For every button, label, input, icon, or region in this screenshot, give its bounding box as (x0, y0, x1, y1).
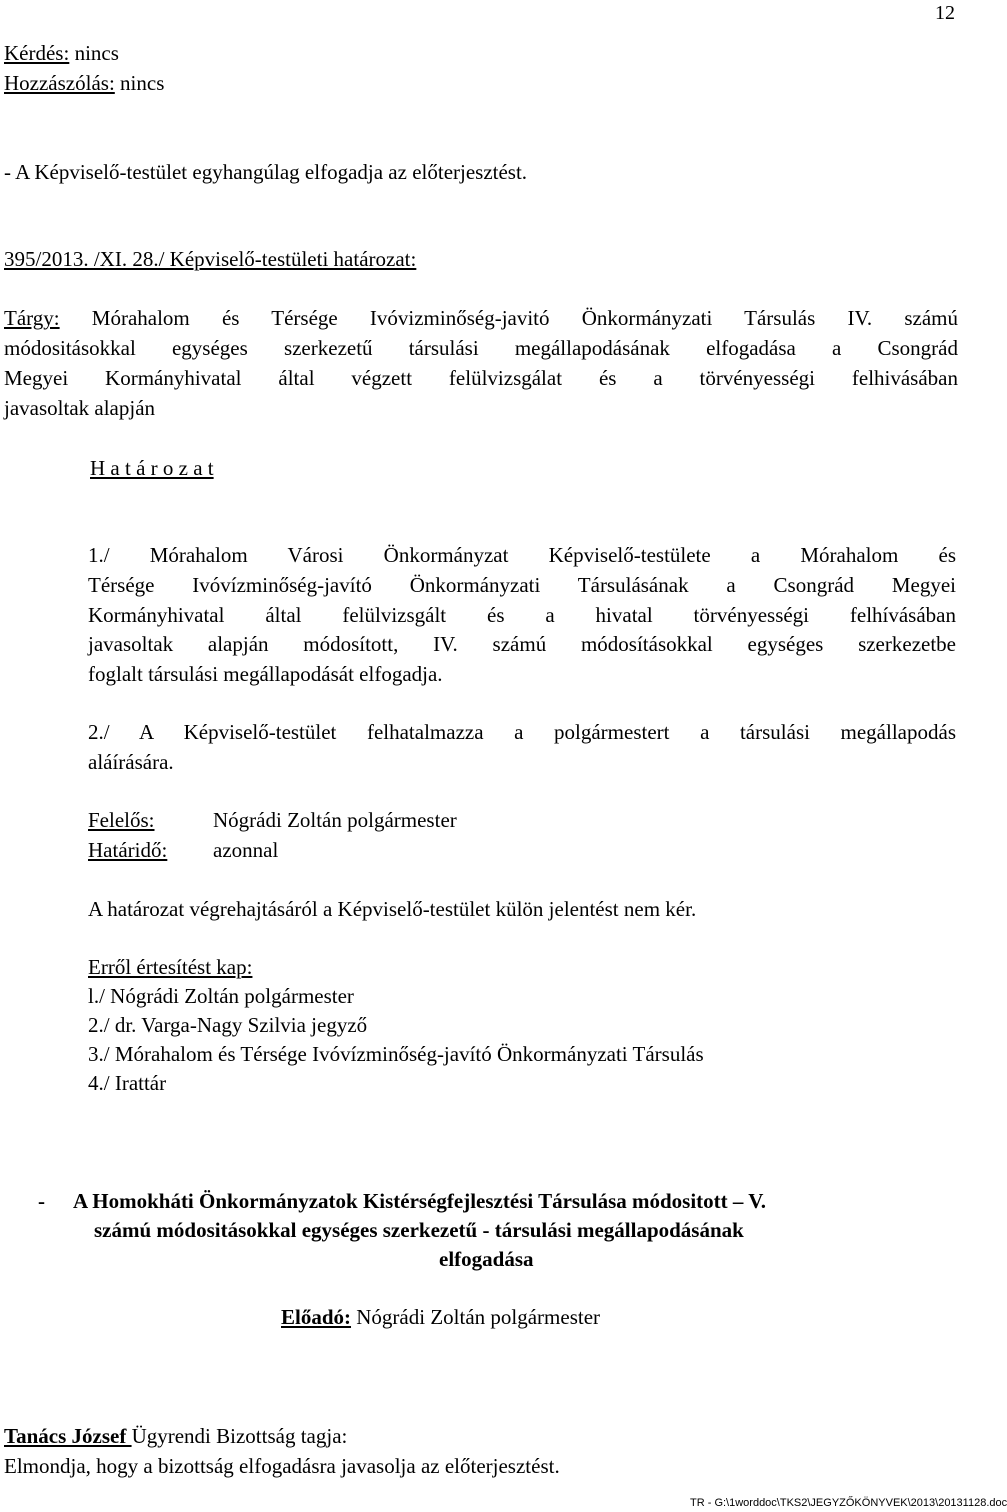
presenter-value: Nógrádi Zoltán polgármester (351, 1305, 601, 1329)
resolution-number: 395/2013. /XI. 28./ Képviselő-testületi határozat: (4, 247, 417, 271)
notify-item: 3./ Mórahalom és Térsége Ivóvízminőség-javító Önkormányzati Társulás (88, 1042, 704, 1066)
presenter-label: Előadó: (281, 1305, 352, 1329)
subject-label: Tárgy: (4, 306, 60, 330)
speaker-line (4, 1424, 347, 1449)
subject-line-1 (4, 306, 958, 331)
agenda-dash: - (38, 1189, 45, 1213)
report-line: A határozat végrehajtásáról a Képviselő-testület külön jelentést nem kér. (88, 897, 697, 921)
page-number: 12 (935, 2, 955, 24)
subject-line-4: javasoltak alapján (4, 396, 156, 420)
deadline-label: Határidő: (88, 838, 168, 862)
point2-line-1: 2./ A Képviselő-testület felhatalmazza a polgármestert a társulási megállapodás (88, 720, 956, 744)
notify-item: 4./ Irattár (88, 1071, 167, 1095)
point1-line-4: javasoltak alapján módosított, IV. számú módosításokkal egységes szerkezetbe (88, 632, 956, 656)
point2-line-2: aláírására. (88, 750, 174, 774)
resolution-heading: H a t á r o z a t (90, 456, 214, 480)
speaker-text: Elmondja, hogy a bizottság elfogadásra javasolja az előterjesztést. (4, 1454, 560, 1478)
speaker-role: Ügyrendi Bizottság tagja: (131, 1424, 348, 1448)
agenda-title-line-1: A Homokháti Önkormányzatok Kistérségfejlesztési Társulása módositott – V. (73, 1189, 766, 1213)
speaker-name: Tanács József (4, 1424, 132, 1448)
question-line (4, 41, 119, 66)
point1-line-3: Kormányhivatal által felülvizsgált és a hivatal törvényességi felhívásában (88, 603, 956, 627)
notify-item: l./ Nógrádi Zoltán polgármester (88, 984, 354, 1008)
vote-line: - A Képviselő-testület egyhangúlag elfogadja az előterjesztést. (4, 160, 528, 184)
question-label: Kérdés: (4, 41, 70, 65)
responsible-value: Nógrádi Zoltán polgármester (213, 808, 457, 832)
presenter-line (281, 1305, 600, 1330)
comment-line (4, 71, 164, 96)
footer-path: TR - G:\1worddoc\TKS2\JEGYZŐKÖNYVEK\2013\20131128.doc (690, 1497, 1007, 1509)
subject-line-2: módositásokkal egységes szerkezetű társulási megállapodásának elfogadása a Csongrád (4, 336, 958, 360)
notify-item: 2./ dr. Varga-Nagy Szilvia jegyző (88, 1013, 368, 1037)
agenda-title-line-2: számú módositásokkal egységes szerkezetű - társulási megállapodásának (94, 1218, 744, 1242)
subject-line-3: Megyei Kormányhivatal által végzett felülvizsgálat és a törvényességi felhivásában (4, 366, 958, 390)
point1-line-1: 1./ Mórahalom Városi Önkormányzat Képviselő-testülete a Mórahalom és (88, 543, 956, 567)
responsible-label: Felelős: (88, 808, 155, 832)
question-value: nincs (69, 41, 119, 65)
subject-text-1: Mórahalom és Térsége Ivóvizminőség-javitó Önkormányzati Társulás IV. számú (59, 306, 958, 330)
comment-label: Hozzászólás: (4, 71, 115, 95)
comment-value: nincs (114, 71, 165, 95)
agenda-title-line-3: elfogadása (439, 1247, 534, 1271)
deadline-value: azonnal (213, 838, 279, 862)
point1-line-5: foglalt társulási megállapodását elfogadja. (88, 662, 443, 686)
notify-label: Erről értesítést kap: (88, 955, 253, 979)
point1-line-2: Térsége Ivóvízminőség-javító Önkormányzati Társulásának a Csongrád Megyei (88, 573, 956, 597)
